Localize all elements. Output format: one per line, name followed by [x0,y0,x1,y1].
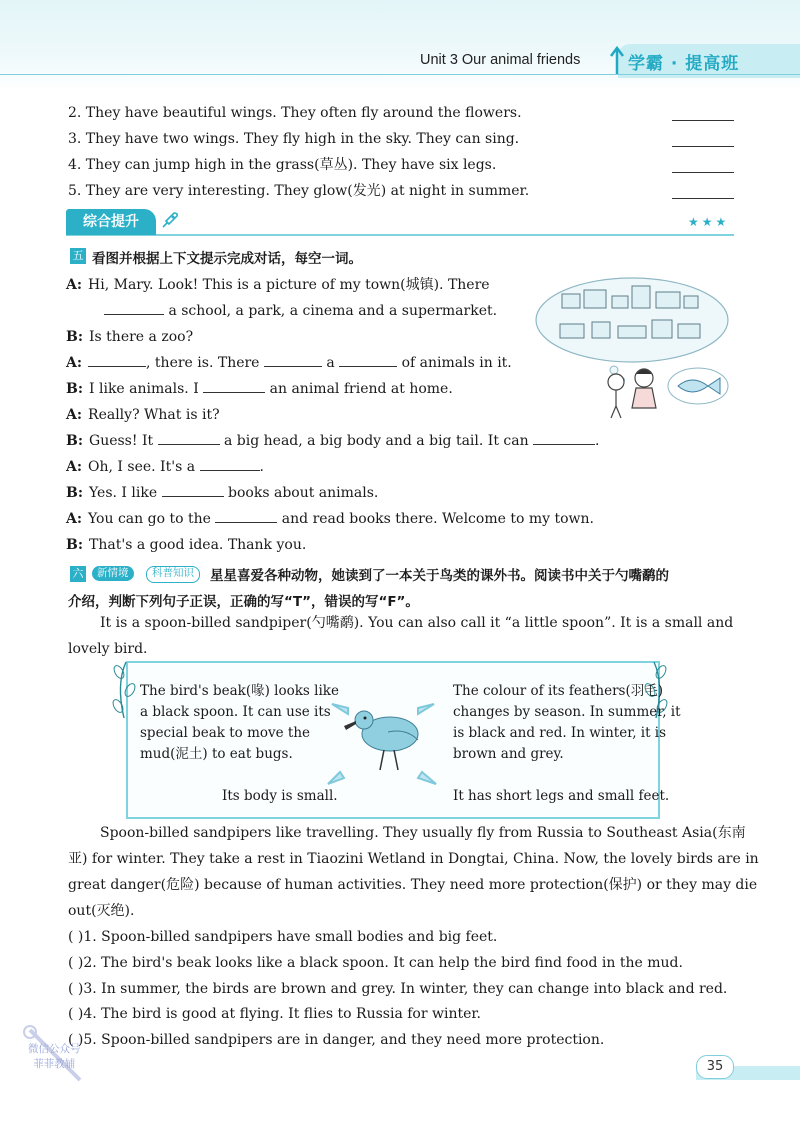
fill-blank[interactable] [158,432,220,445]
speaker-label: A: [66,355,83,371]
tf-statement [68,1031,604,1049]
dialogue-text: Hi, Mary. Look! This is a picture of my town(城镇). There [88,277,490,293]
dialogue-line [104,302,497,320]
dialogue-line [66,354,512,372]
previous-item: 2. They have beautiful wings. They often fly around the flowers. [68,105,522,121]
passage-line: out(灭绝). [68,903,135,919]
dialogue-text: and read books there. Welcome to my town. [277,511,594,527]
sandpiper-bird [318,690,448,790]
dialogue-text: You can go to the [88,511,216,527]
dialogue-text: . [259,459,264,475]
statement-text: 1. Spoon-billed sandpipers have small bodies and big feet. [83,929,498,945]
statement-text: 3. In summer, the birds are brown and grey. In winter, they can change into black and red. [83,981,728,997]
passage-line: 亚) for winter. They take a rest in Tiaozini Wetland in Dongtai, China. Now, the lovely birds are in [68,851,759,867]
q6-instruction-line1: 星星喜爱各种动物，她读到了一本关于鸟类的课外书。阅读书中关于勺嘴鹬的 [210,568,669,584]
tag-science: 科普知识 [146,566,200,583]
dialogue-text: Is there a zoo? [89,329,194,345]
answer-bracket[interactable]: ( ) [68,929,84,945]
dialogue-text: I like animals. I [89,381,204,397]
feathers-text: The colour of its feathers(羽毛) changes by season. In summer, it is black and red. In winter, it is brown and grey. [453,683,681,762]
dialogue-text: , there is. There [146,355,264,371]
q6-instruction-line2: 介绍，判断下列句子正误，正确的写“T”，错误的写“F”。 [68,594,419,610]
statement-text: 4. The bird is good at flying. It flies to Russia for winter. [83,1006,481,1022]
speaker-label: A: [66,459,83,475]
dialogue-text: Yes. I like [89,485,162,501]
fill-blank[interactable] [339,354,397,367]
dialogue-text: a school, a park, a cinema and a supermarket. [164,303,498,319]
body-text: Its body is small. [222,788,338,804]
fill-blank[interactable] [203,380,265,393]
brand-label: 学霸 · 提高班 [628,54,740,74]
dialogue-line [66,510,594,528]
town-picture [532,274,732,420]
rocket-icon [160,210,180,230]
dialogue-text: books about animals. [223,485,379,501]
answer-bracket[interactable]: ( ) [68,1032,84,1048]
difficulty-stars: ★★★ [688,215,730,229]
speaker-label: B: [66,485,84,501]
dialogue-line [66,536,306,554]
dialogue-line [66,484,378,502]
dialogue-text: That's a good idea. Thank you. [89,537,307,553]
fill-blank[interactable] [215,510,277,523]
dialogue-text: of animals in it. [397,355,512,371]
tf-statement [68,1005,481,1023]
statement-text: 2. The bird's beak looks like a black spoon. It can help the bird find food in the mud. [83,955,683,971]
fill-blank[interactable] [200,458,260,471]
answer-bracket[interactable]: ( ) [68,955,84,971]
dialogue-line [66,328,193,346]
watermark-text: 微信公众号 菲菲教辅 [28,1043,81,1070]
speaker-label: A: [66,277,83,293]
speaker-label: B: [66,433,84,449]
speaker-label: B: [66,329,84,345]
passage-line: Spoon-billed sandpipers like travelling. They usually fly from Russia to Southeast Asia(东南 [100,825,746,841]
previous-item: 4. They can jump high in the grass(草丛). They have six legs. [68,157,497,173]
speaker-label: B: [66,381,84,397]
dialogue-line [66,432,600,450]
answer-bracket[interactable]: ( ) [68,981,84,997]
dialogue-line [66,458,264,476]
speaker-label: A: [66,511,83,527]
fill-blank[interactable] [162,484,224,497]
fill-blank[interactable] [88,354,146,367]
legs-text: It has short legs and small feet. [453,788,670,804]
tf-statement [68,954,683,972]
q5-instruction: 看图并根据上下文提示完成对话，每空一词。 [92,251,362,267]
dialogue-line [66,380,453,398]
fill-blank[interactable] [264,354,322,367]
header-rule [0,74,800,75]
beak-text: The bird's beak(喙) looks like a black spoon. It can use its special beak to move the mud(泥土) to eat bugs. [140,683,339,762]
speaker-label: B: [66,537,84,553]
dialogue-text: Really? What is it? [88,407,220,423]
answer-blank[interactable] [672,198,734,199]
dialogue-text: Oh, I see. It's a [88,459,200,475]
question-number: 五 [70,248,86,264]
previous-item: 5. They are very interesting. They glow(发光) at night in summer. [68,183,530,199]
unit-title: Unit 3 Our animal friends [420,52,581,68]
speaker-label: A: [66,407,83,423]
dialogue-text: a big head, a big body and a big tail. It can [219,433,534,449]
question-number-6: 六 [70,566,86,582]
dialogue-text: a [321,355,340,371]
dialogue-text: Guess! It [89,433,158,449]
section-title: 综合提升 [66,209,156,235]
answer-blank[interactable] [672,172,734,173]
arrow-icon [606,44,628,76]
tf-statement [68,928,497,946]
passage-line: great danger(危险) because of human activities. They need more protection(保护) or they may die [68,877,758,893]
vine-left-icon [110,660,136,722]
dialogue-text: . [595,433,600,449]
fill-blank[interactable] [104,302,164,315]
statement-text: 5. Spoon-billed sandpipers are in danger, and they need more protection. [83,1032,605,1048]
dialogue-line [66,276,490,294]
previous-item: 3. They have two wings. They fly high in the sky. They can sing. [68,131,520,147]
tag-new-context: 新情境 [92,566,134,581]
fill-blank[interactable] [533,432,595,445]
tf-statement [68,980,727,998]
dialogue-line [66,406,220,424]
page-number: 35 [696,1055,734,1079]
dialogue-text: an animal friend at home. [265,381,453,397]
intro-line2: lovely bird. [68,641,148,657]
answer-blank[interactable] [672,120,734,121]
intro-line1: It is a spoon-billed sandpiper(勺嘴鹬). You can also call it “a little spoon”. It is a small and [100,615,734,631]
answer-bracket[interactable]: ( ) [68,1006,84,1022]
answer-blank[interactable] [672,146,734,147]
